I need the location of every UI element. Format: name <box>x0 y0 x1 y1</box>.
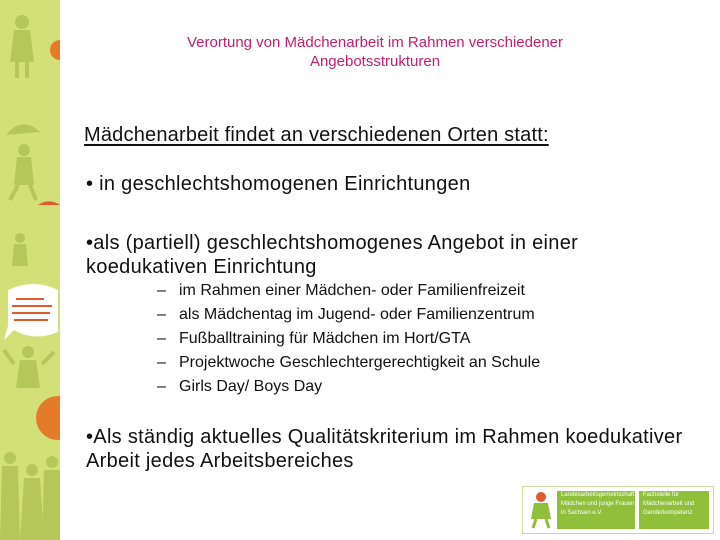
decorative-sidebar <box>0 0 60 540</box>
logo-line: Fachstelle für <box>643 492 680 498</box>
info-circle-icon <box>36 396 60 440</box>
list-item <box>157 375 540 399</box>
logo-text-block-right <box>639 491 709 529</box>
dash-marker: – <box>157 354 166 371</box>
bullet-item-2 <box>86 231 686 279</box>
logo-figure-icon <box>527 491 555 529</box>
logo-line: in Sachsen e.V. <box>561 510 603 516</box>
list-item-text: Projektwoche Geschlechtergerechtigkeit an Schule <box>179 354 541 371</box>
organization-logo <box>522 486 714 534</box>
figure-body-icon <box>10 30 34 62</box>
section-subheading: Mädchenarbeit findet an verschiedenen Orten statt: <box>84 124 549 146</box>
dash-marker: – <box>157 330 166 347</box>
sub-item-list <box>157 279 540 399</box>
list-item-text: als Mädchentag im Jugend- oder Familienzentrum <box>179 306 535 323</box>
logo-line: Mädchenarbeit und <box>643 501 695 507</box>
figure-head-icon <box>15 15 29 29</box>
bullet-item-1: • in geschlechtshomogenen Einrichtungen <box>86 173 471 195</box>
list-item-text: Fußballtraining für Mädchen im Hort/GTA <box>179 330 471 347</box>
list-item <box>157 279 540 303</box>
bullet-item-2-lead: •als <box>86 232 120 254</box>
list-item <box>157 327 540 351</box>
female-symbol-icon <box>50 40 60 60</box>
bullet-item-2-text: geschlechtshomogenes Angebot in einer koedukativen Einrichtung <box>86 232 579 278</box>
speech-bubble-icon <box>38 201 60 235</box>
dash-marker: – <box>157 306 166 323</box>
list-item-text: Girls Day/ Boys Day <box>179 378 323 395</box>
umbrella-icon <box>6 124 40 135</box>
slide-title-line-1: Verortung von Mädchenarbeit im Rahmen verschiedener <box>186 34 564 51</box>
slide-title-line-2: Angebotsstrukturen <box>309 53 441 70</box>
logo-line: Mädchen und junge Frauen <box>561 501 635 507</box>
list-item-text: im Rahmen einer Mädchen- oder Familienfreizeit <box>179 282 525 299</box>
sidebar-illustration <box>0 0 60 540</box>
list-item <box>157 303 540 327</box>
list-item <box>157 351 540 375</box>
bullet-item-3: •Als ständig aktuelles Qualitätskriterium im Rahmen koedukativer Arbeit jedes Arbeitsbereiches <box>86 426 683 472</box>
slide-title <box>105 33 645 71</box>
logo-line: Genderkompetenz <box>643 510 693 516</box>
bullet-item-2-qualifier: (partiell) <box>119 232 207 254</box>
dash-marker: – <box>157 378 166 395</box>
logo-text-block-left <box>557 491 635 529</box>
dash-marker: – <box>157 282 166 299</box>
logo-line: Landesarbeitsgemeinschaft <box>561 492 635 498</box>
